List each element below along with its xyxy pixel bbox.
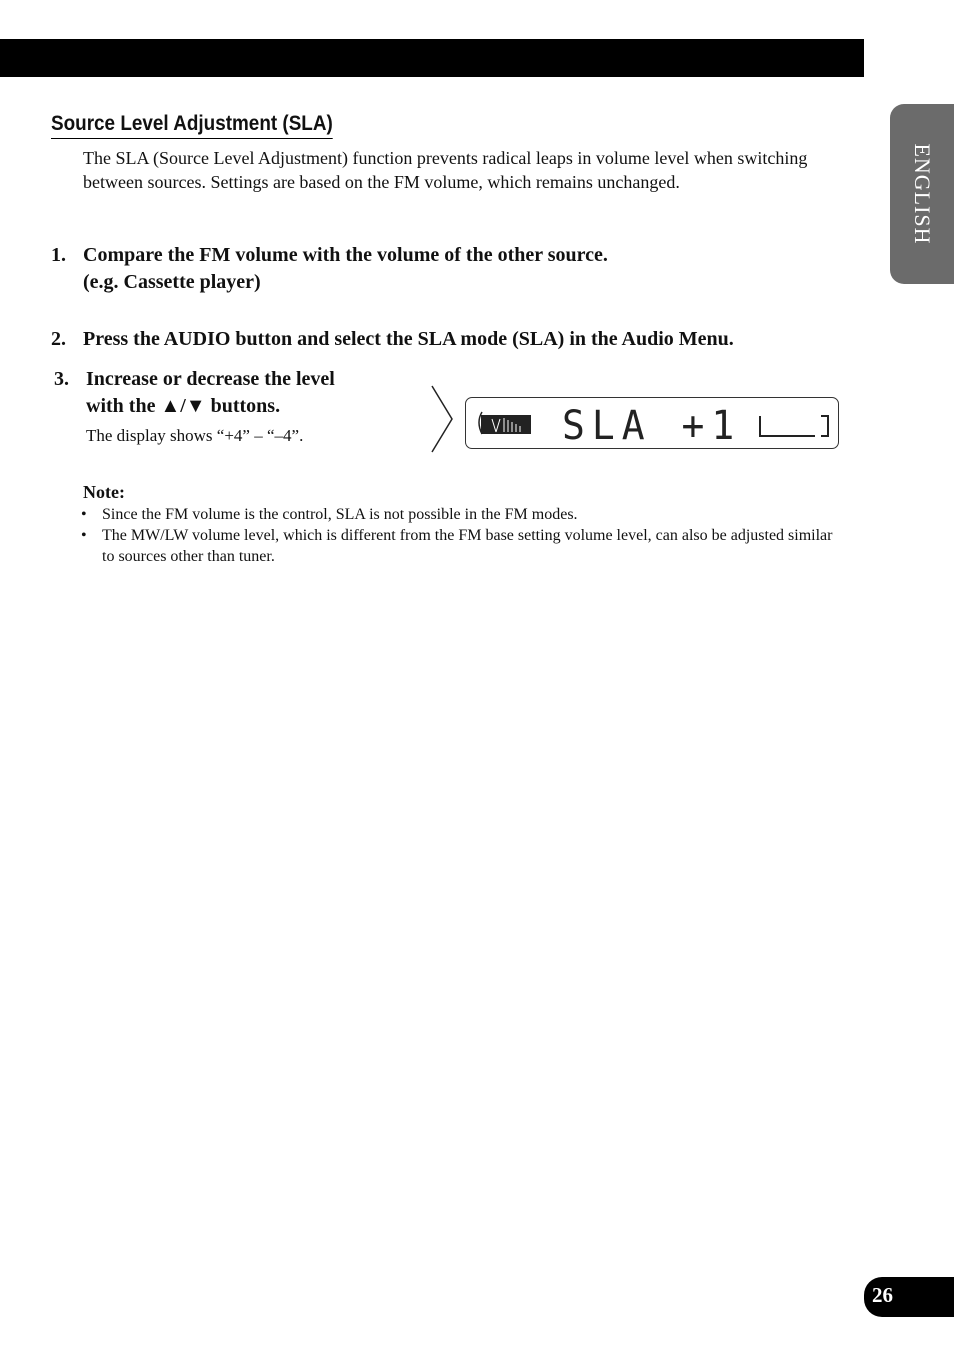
step-number: 3.	[54, 368, 69, 390]
step-1	[51, 242, 851, 298]
step-text	[86, 366, 406, 420]
pointer-arrow-icon	[430, 384, 456, 454]
section-title: Source Level Adjustment (SLA)	[51, 112, 333, 139]
note-item	[79, 525, 839, 567]
step-3-description: The display shows “+4” – “–4”.	[86, 426, 304, 445]
language-label: ENGLISH	[910, 143, 935, 245]
note-text: Since the FM volume is the control, SLA is not possible in the FM modes.	[102, 506, 578, 523]
step-line: (e.g. Cassette player)	[83, 271, 261, 293]
step-2	[51, 326, 851, 354]
page-number: 26	[872, 1283, 893, 1307]
note-title: Note:	[83, 482, 125, 502]
note-item	[79, 504, 839, 525]
step-number: 2.	[51, 328, 66, 350]
language-tab	[890, 104, 954, 284]
lcd-text: SLA +1	[562, 403, 742, 447]
lcd-display	[465, 397, 839, 449]
lcd-readout	[466, 398, 837, 447]
header-bar	[0, 39, 864, 77]
note-list	[79, 504, 839, 567]
bullet-icon: •	[81, 527, 87, 544]
step-text: Press the AUDIO button and select the SLA mode (SLA) in the Audio Menu.	[83, 328, 734, 350]
page-number-tab	[864, 1277, 954, 1317]
section-intro: The SLA (Source Level Adjustment) function prevents radical leaps in volume level when switching between sources. Settings are based on the FM volume, which remains unchanged.	[83, 148, 808, 192]
step-3	[54, 366, 414, 422]
lcd-bracket-icon	[760, 416, 828, 436]
note-text: The MW/LW volume level, which is different from the FM base setting volume level, can also be adjusted similar to sources other than tuner.	[102, 527, 833, 565]
audio-mode-icon	[479, 412, 531, 434]
step-line: Increase or decrease the level	[86, 368, 335, 390]
step-line: with the ▲/▼ buttons.	[86, 395, 281, 417]
bullet-icon: •	[81, 506, 87, 523]
step-number: 1.	[51, 244, 66, 266]
step-line: Compare the FM volume with the volume of the other source.	[83, 244, 608, 266]
step-text	[83, 242, 608, 296]
